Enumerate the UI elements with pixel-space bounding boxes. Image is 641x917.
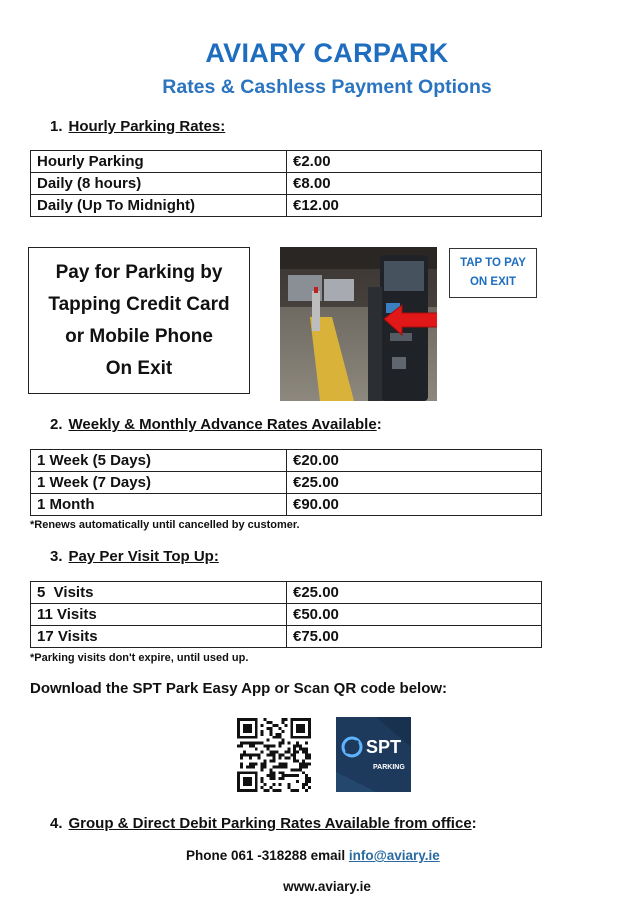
email-link[interactable]: info@aviary.ie xyxy=(348,848,440,863)
qr-module xyxy=(305,765,308,768)
qr-module xyxy=(255,742,258,745)
qr-module xyxy=(264,789,267,792)
qr-module xyxy=(255,754,258,757)
qr-module xyxy=(281,777,284,780)
qr-module xyxy=(293,768,296,771)
section-heading-group xyxy=(50,815,477,832)
qr-module xyxy=(258,754,261,757)
qr-module xyxy=(299,768,302,771)
qr-module xyxy=(270,721,273,724)
qr-module xyxy=(246,765,249,768)
qr-module xyxy=(261,733,264,736)
qr-module xyxy=(270,745,273,748)
qr-module xyxy=(270,777,273,780)
qr-module xyxy=(278,745,281,748)
qr-module xyxy=(293,748,296,751)
qr-module xyxy=(302,765,305,768)
payment-terminal-illustration xyxy=(280,247,437,401)
qr-module xyxy=(273,765,276,768)
qr-module xyxy=(278,742,281,745)
qr-module xyxy=(302,786,305,789)
qr-module xyxy=(275,751,278,754)
qr-module xyxy=(237,745,240,748)
qr-module xyxy=(287,751,290,754)
qr-module xyxy=(240,762,243,765)
qr-module xyxy=(261,780,264,783)
qr-module xyxy=(267,739,270,742)
visit-rates-table xyxy=(30,581,542,648)
qr-module xyxy=(305,789,308,792)
qr-module xyxy=(267,774,270,777)
visits-note: *Parking visits don't expire, until used up. xyxy=(30,652,249,664)
qr-module xyxy=(278,777,281,780)
qr-module xyxy=(270,733,273,736)
qr-module xyxy=(270,754,273,757)
qr-module xyxy=(278,765,281,768)
qr-module xyxy=(273,745,276,748)
rate-price: €25.00 xyxy=(287,582,542,604)
section-title: Pay Per Visit Top Up: xyxy=(68,548,219,565)
rate-label: 5 Visits xyxy=(31,582,287,604)
table-row xyxy=(31,582,542,604)
qr-module xyxy=(305,762,308,765)
pay-by-tap-box xyxy=(28,247,250,394)
section-number: 4. xyxy=(50,815,63,832)
qr-module xyxy=(293,759,296,762)
rate-label: 17 Visits xyxy=(31,626,287,648)
section-number: 1. xyxy=(50,118,63,135)
qr-module xyxy=(290,789,293,792)
page-title: AVIARY CARPARK xyxy=(205,38,449,68)
section-suffix: : xyxy=(471,815,477,832)
qr-module xyxy=(270,774,273,777)
qr-module xyxy=(270,730,273,733)
qr-module xyxy=(290,768,293,771)
qr-module xyxy=(243,751,246,754)
rate-label: Daily (Up To Midnight) xyxy=(31,195,287,217)
qr-module xyxy=(296,745,299,748)
qr-module xyxy=(261,724,264,727)
qr-module xyxy=(305,780,308,783)
qr-module xyxy=(273,754,276,757)
qr-module xyxy=(240,745,243,748)
rate-label: Hourly Parking xyxy=(31,151,287,173)
qr-module xyxy=(243,777,252,786)
qr-module xyxy=(275,736,278,739)
qr-module xyxy=(240,754,243,757)
section-heading-hourly xyxy=(50,118,225,135)
qr-module xyxy=(299,765,302,768)
qr-module xyxy=(293,774,296,777)
qr-module xyxy=(287,742,290,745)
qr-module xyxy=(284,756,287,759)
payment-terminal-photo xyxy=(280,247,437,401)
qr-module xyxy=(275,765,278,768)
qr-module xyxy=(302,748,305,751)
pay-box-line: On Exit xyxy=(105,357,173,379)
qr-module xyxy=(293,751,296,754)
qr-module xyxy=(270,768,273,771)
pay-box-text xyxy=(48,257,229,385)
qr-module xyxy=(296,759,299,762)
qr-module xyxy=(299,762,302,765)
section-heading-visits xyxy=(50,548,219,565)
table-row xyxy=(31,195,542,217)
qr-module xyxy=(299,748,302,751)
rate-price: €90.00 xyxy=(287,494,542,516)
qr-module xyxy=(281,739,284,742)
qr-module xyxy=(302,771,305,774)
qr-module xyxy=(287,774,290,777)
qr-module xyxy=(270,727,273,730)
qr-module xyxy=(284,774,287,777)
qr-module xyxy=(264,718,267,721)
qr-module xyxy=(273,724,276,727)
qr-module xyxy=(296,751,299,754)
rate-label: 1 Month xyxy=(31,494,287,516)
qr-module xyxy=(281,774,284,777)
qr-module xyxy=(273,777,276,780)
qr-module xyxy=(258,756,261,759)
qr-module xyxy=(240,765,243,768)
qr-module xyxy=(308,786,311,789)
qr-module xyxy=(305,777,308,780)
qr-module xyxy=(258,742,261,745)
table-row xyxy=(31,151,542,173)
qr-module xyxy=(275,724,278,727)
qr-module xyxy=(267,727,270,730)
rate-price: €12.00 xyxy=(287,195,542,217)
qr-module xyxy=(293,789,296,792)
qr-module xyxy=(281,730,284,733)
qr-module xyxy=(249,756,252,759)
rate-price: €8.00 xyxy=(287,173,542,195)
qr-module xyxy=(264,765,267,768)
table-row xyxy=(31,472,542,494)
qr-module xyxy=(240,756,243,759)
qr-module xyxy=(246,742,249,745)
qr-module xyxy=(287,756,290,759)
spt-sub-text: PARKING xyxy=(373,764,405,771)
qr-module xyxy=(261,768,264,771)
qr-module xyxy=(302,759,305,762)
qr-module xyxy=(252,742,255,745)
qr-module xyxy=(296,742,299,745)
rate-price: €20.00 xyxy=(287,450,542,472)
qr-module xyxy=(290,754,293,757)
qr-module xyxy=(302,751,305,754)
qr-module xyxy=(281,718,284,721)
qr-module xyxy=(281,765,284,768)
qr-module xyxy=(296,780,299,783)
qr-module xyxy=(264,759,267,762)
qr-module xyxy=(267,721,270,724)
section-number: 3. xyxy=(50,548,63,565)
qr-module xyxy=(305,756,308,759)
website-link[interactable]: www.aviary.ie xyxy=(283,879,371,894)
qr-module xyxy=(261,751,264,754)
phone-text: Phone 061 -318288 email xyxy=(186,848,349,863)
qr-module xyxy=(261,762,264,765)
qr-module xyxy=(249,765,252,768)
qr-module xyxy=(278,736,281,739)
qr-module xyxy=(261,730,264,733)
qr-module xyxy=(287,786,290,789)
qr-module xyxy=(308,754,311,757)
rate-price: €75.00 xyxy=(287,626,542,648)
spt-logo-graphic xyxy=(336,717,411,792)
qr-module xyxy=(308,756,311,759)
qr-module xyxy=(273,783,276,786)
qr-module xyxy=(275,789,278,792)
qr-module xyxy=(275,733,278,736)
rate-label: Daily (8 hours) xyxy=(31,173,287,195)
qr-module xyxy=(278,733,281,736)
spt-parking-logo[interactable] xyxy=(336,717,411,792)
qr-module xyxy=(264,783,267,786)
qr-module xyxy=(293,745,296,748)
qr-module xyxy=(270,771,273,774)
qr-module xyxy=(240,742,243,745)
download-app-text: Download the SPT Park Easy App or Scan QR code below: xyxy=(30,680,448,697)
qr-module xyxy=(293,756,296,759)
qr-module xyxy=(243,724,252,733)
qr-module xyxy=(267,748,270,751)
section-title: Group & Direct Debit Parking Rates Available from office xyxy=(68,815,472,832)
qr-module xyxy=(284,724,287,727)
tap-box-line: ON EXIT xyxy=(469,276,516,288)
pay-box-line: Tapping Credit Card xyxy=(48,293,230,315)
table-row xyxy=(31,604,542,626)
qr-module xyxy=(264,745,267,748)
tap-to-pay-box xyxy=(449,248,537,298)
qr-module xyxy=(278,754,281,757)
qr-module xyxy=(252,745,255,748)
qr-module xyxy=(273,771,276,774)
qr-module xyxy=(290,774,293,777)
qr-module xyxy=(278,762,281,765)
rate-price: €25.00 xyxy=(287,472,542,494)
qr-module xyxy=(302,783,305,786)
table-row xyxy=(31,626,542,648)
qr-module xyxy=(305,751,308,754)
qr-module xyxy=(249,754,252,757)
qr-module xyxy=(273,759,276,762)
page-subtitle: Rates & Cashless Payment Options xyxy=(162,76,492,98)
spt-brand-text: SPT xyxy=(366,737,402,757)
section-heading-weekly xyxy=(50,416,382,433)
qr-module xyxy=(252,762,255,765)
qr-module xyxy=(255,762,258,765)
qr-module xyxy=(273,774,276,777)
qr-module xyxy=(287,748,290,751)
qr-module xyxy=(278,783,281,786)
qr-module xyxy=(243,742,246,745)
qr-module xyxy=(305,754,308,757)
qr-module xyxy=(249,742,252,745)
qr-module xyxy=(249,762,252,765)
qr-module xyxy=(305,742,308,745)
qr-module xyxy=(281,762,284,765)
qr-module xyxy=(267,789,270,792)
qr-module xyxy=(273,756,276,759)
tap-box-line: TAP TO PAY xyxy=(460,257,526,269)
table-row xyxy=(31,494,542,516)
qr-module xyxy=(261,765,264,768)
rate-price: €2.00 xyxy=(287,151,542,173)
qr-module xyxy=(278,789,281,792)
rate-label: 11 Visits xyxy=(31,604,287,626)
qr-module xyxy=(308,777,311,780)
qr-module xyxy=(267,745,270,748)
qr-module xyxy=(296,768,299,771)
qr-module xyxy=(273,789,276,792)
table-row xyxy=(31,450,542,472)
qr-code-icon[interactable] xyxy=(236,718,312,792)
qr-module xyxy=(249,745,252,748)
qr-module xyxy=(273,736,276,739)
hourly-rates-table xyxy=(30,150,542,217)
qr-module xyxy=(270,751,273,754)
qr-module xyxy=(302,762,305,765)
qr-module xyxy=(308,762,311,765)
qr-module xyxy=(243,754,246,757)
pay-box-line: Pay for Parking by xyxy=(55,261,223,283)
table-row xyxy=(31,173,542,195)
section-number: 2. xyxy=(50,416,63,433)
qr-module xyxy=(264,762,267,765)
qr-module xyxy=(261,777,264,780)
qr-module xyxy=(281,754,284,757)
qr-module xyxy=(255,748,258,751)
qr-module xyxy=(252,765,255,768)
qr-module xyxy=(293,754,296,757)
qr-module xyxy=(299,745,302,748)
qr-module xyxy=(278,771,281,774)
qr-module xyxy=(296,774,299,777)
qr-module xyxy=(296,724,305,733)
qr-module xyxy=(278,727,281,730)
qr-module xyxy=(278,756,281,759)
qr-module xyxy=(281,721,284,724)
qr-module xyxy=(267,754,270,757)
section-title: Weekly & Monthly Advance Rates Available xyxy=(68,416,377,433)
qr-module xyxy=(284,762,287,765)
contact-line xyxy=(186,848,440,863)
qr-module xyxy=(281,771,284,774)
renewal-note: *Renews automatically until cancelled by customer. xyxy=(30,519,300,531)
qr-module xyxy=(261,786,264,789)
qr-module xyxy=(287,783,290,786)
qr-module xyxy=(305,774,308,777)
qr-module xyxy=(246,754,249,757)
qr-module xyxy=(284,765,287,768)
qr-module xyxy=(305,783,308,786)
qr-module xyxy=(296,789,299,792)
qr-module xyxy=(273,751,276,754)
qr-module xyxy=(284,718,287,721)
qr-module xyxy=(281,742,284,745)
advance-rates-table xyxy=(30,449,542,516)
section-title: Hourly Parking Rates: xyxy=(68,118,226,135)
qr-module xyxy=(270,786,273,789)
pay-box-line: or Mobile Phone xyxy=(65,325,213,347)
section-suffix: : xyxy=(376,416,382,433)
qr-code-graphic xyxy=(236,718,312,792)
rate-price: €50.00 xyxy=(287,604,542,626)
rate-label: 1 Week (7 Days) xyxy=(31,472,287,494)
qr-module xyxy=(252,754,255,757)
qr-module xyxy=(308,780,311,783)
qr-module xyxy=(270,759,273,762)
qr-module xyxy=(284,751,287,754)
qr-module xyxy=(305,748,308,751)
qr-module xyxy=(261,742,264,745)
rate-label: 1 Week (5 Days) xyxy=(31,450,287,472)
